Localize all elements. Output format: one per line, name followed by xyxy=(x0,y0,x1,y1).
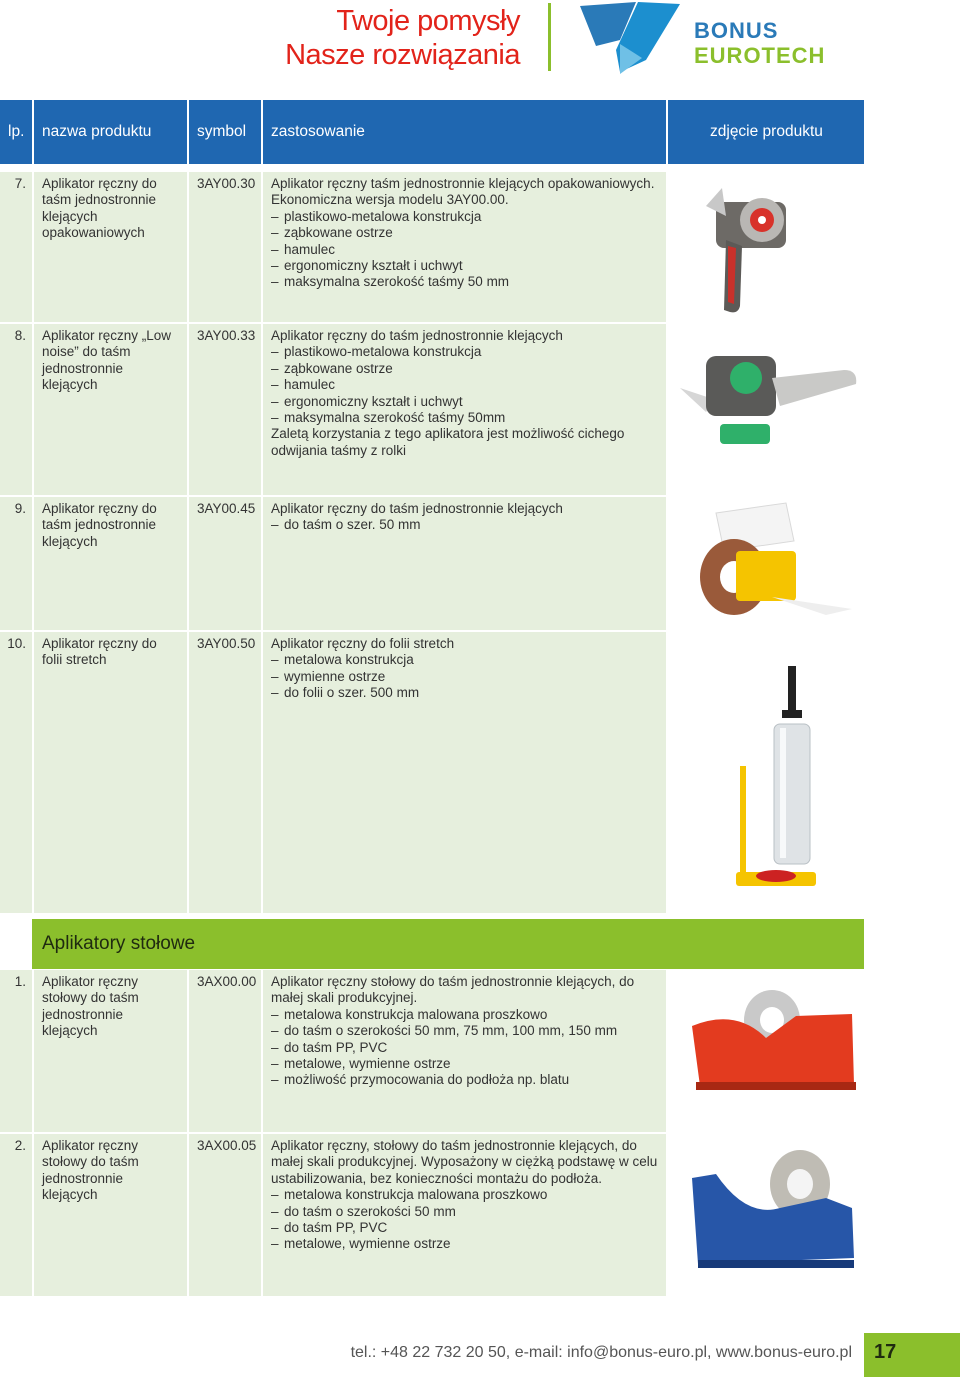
logo-text-bonus: BONUS xyxy=(694,18,779,43)
use-bullet: – ząbkowane ostrze xyxy=(271,225,658,241)
use-bullet: – do folii o szer. 500 mm xyxy=(271,685,658,701)
section-gap xyxy=(0,919,32,969)
slogan-line-1: Twoje pomysły xyxy=(336,5,520,37)
footer-contact: tel.: +48 22 732 20 50, e-mail: info@bonus-euro.pl, www.bonus-euro.pl xyxy=(350,1344,852,1361)
stretch-film-dispenser-icon xyxy=(676,636,856,906)
use-line: Aplikator ręczny do taśm jednostronnie klejących xyxy=(271,328,563,343)
row-name: Aplikator ręczny do folii stretch xyxy=(34,632,187,913)
row-symbol: 3AY00.50 xyxy=(189,632,261,913)
table-row xyxy=(0,970,864,1132)
use-bullet: – hamulec xyxy=(271,377,658,393)
row-lp: 8. xyxy=(0,324,32,495)
use-line: Aplikator ręczny taśm jednostronnie klejących opakowaniowych. xyxy=(271,176,655,191)
use-bullet: – do taśm o szerokości 50 mm xyxy=(271,1204,658,1220)
use-bullet: – wymienne ostrze xyxy=(271,669,658,685)
header-lp: lp. xyxy=(0,100,32,164)
row-symbol: 3AX00.00 xyxy=(189,970,261,1132)
logo-text-eurotech: EUROTECH xyxy=(694,43,826,68)
use-bullet: – do taśm o szerokości 50 mm, 75 mm, 100 mm, 150 mm xyxy=(271,1023,658,1039)
use-bullet: – metalowe, wymienne ostrze xyxy=(271,1236,658,1252)
table-row xyxy=(0,172,864,322)
row-photo xyxy=(668,632,864,913)
use-bullet: – metalowa konstrukcja malowana proszkowo xyxy=(271,1007,658,1023)
page-number-badge xyxy=(864,1333,960,1377)
row-symbol: 3AY00.30 xyxy=(189,172,261,322)
slogan-line-2: Nasze rozwiązania xyxy=(285,39,520,71)
row-use xyxy=(263,1134,666,1296)
section-header-table-applicators xyxy=(0,919,864,969)
row-name: Aplikator ręczny do taśm jednostronnie klejących opakowaniowych xyxy=(34,172,187,322)
row-lp: 7. xyxy=(0,172,32,322)
use-bullet: – ergonomiczny kształt i uchwyt xyxy=(271,394,658,410)
use-line: Aplikator ręczny do taśm jednostronnie klejących xyxy=(271,501,563,516)
row-photo xyxy=(668,172,864,322)
row-use xyxy=(263,632,666,913)
bonus-eurotech-logo-icon xyxy=(576,0,682,76)
table-dispenser-blue-icon xyxy=(676,1138,866,1278)
row-name: Aplikator ręczny do taśm jednostronnie klejących xyxy=(34,497,187,630)
row-symbol: 3AY00.45 xyxy=(189,497,261,630)
use-bullet: – metalowa konstrukcja malowana proszkowo xyxy=(271,1187,658,1203)
header-use: zastosowanie xyxy=(263,100,666,164)
table-dispenser-red-icon xyxy=(676,974,866,1104)
row-photo xyxy=(668,1134,864,1296)
use-bullet: – hamulec xyxy=(271,242,658,258)
use-bullet: – plastikowo-metalowa konstrukcja xyxy=(271,344,658,360)
row-photo xyxy=(668,970,864,1132)
use-bullet: – ergonomiczny kształt i uchwyt xyxy=(271,258,658,274)
use-line: Zaletą korzystania z tego aplikatora jest możliwość cichego odwijania taśmy z rolki xyxy=(271,426,625,458)
use-bullet: – do taśm PP, PVC xyxy=(271,1220,658,1236)
row-lp: 1. xyxy=(0,970,32,1132)
slogan xyxy=(285,4,520,72)
tape-gun-green-icon xyxy=(676,328,866,478)
use-bullet: – możliwość przymocowania do podłoża np. blatu xyxy=(271,1072,658,1088)
table-header-row xyxy=(0,100,864,164)
use-line: Aplikator ręczny, stołowy do taśm jednostronnie klejących, do małej skali produkcyjnej. Wyposażony w ciężką podstawę w celu ustabilizowania, bez konieczności montażu do podłoża. xyxy=(271,1138,658,1186)
row-symbol: 3AX00.05 xyxy=(189,1134,261,1296)
page-header xyxy=(0,0,960,90)
use-bullet: – plastikowo-metalowa konstrukcja xyxy=(271,209,658,225)
page-number: 17 xyxy=(874,1341,897,1363)
table-row xyxy=(0,497,864,630)
use-line: Aplikator ręczny do folii stretch xyxy=(271,636,455,651)
use-line: Aplikator ręczny stołowy do taśm jednostronnie klejących, do małej skali produkcyjnej. xyxy=(271,974,635,1006)
row-use xyxy=(263,497,666,630)
row-name: Aplikator ręczny „Low noise” do taśm jednostronnie klejących xyxy=(34,324,187,495)
header-symbol: symbol xyxy=(189,100,261,164)
row-name: Aplikator ręczny stołowy do taśm jednostronnie klejących xyxy=(34,1134,187,1296)
table-row xyxy=(0,324,864,495)
row-use xyxy=(263,172,666,322)
use-bullet: – metalowa konstrukcja xyxy=(271,652,658,668)
section-title: Aplikatory stołowe xyxy=(42,933,196,954)
header-name: nazwa produktu xyxy=(34,100,187,164)
tape-dispenser-yellow-icon xyxy=(676,501,866,621)
use-bullet: – do taśm o szer. 50 mm xyxy=(271,517,658,533)
row-photo xyxy=(668,497,864,630)
row-use xyxy=(263,970,666,1132)
use-bullet: – ząbkowane ostrze xyxy=(271,361,658,377)
row-lp: 9. xyxy=(0,497,32,630)
header-photo: zdjęcie produktu xyxy=(668,100,864,164)
table-row xyxy=(0,632,864,913)
table-row xyxy=(0,1134,864,1296)
use-line: Ekonomiczna wersja modelu 3AY00.00. xyxy=(271,192,509,208)
row-photo xyxy=(668,324,864,495)
row-lp: 2. xyxy=(0,1134,32,1296)
use-bullet: – do taśm PP, PVC xyxy=(271,1040,658,1056)
row-name: Aplikator ręczny stołowy do taśm jednostronnie klejących xyxy=(34,970,187,1132)
row-use xyxy=(263,324,666,495)
header-divider xyxy=(548,3,551,71)
row-symbol: 3AY00.33 xyxy=(189,324,261,495)
use-bullet: – maksymalna szerokość taśmy 50mm xyxy=(271,410,658,426)
tape-gun-red-icon xyxy=(676,176,856,316)
row-lp: 10. xyxy=(0,632,32,913)
use-bullet: – metalowe, wymienne ostrze xyxy=(271,1056,658,1072)
use-bullet: – maksymalna szerokość taśmy 50 mm xyxy=(271,274,658,290)
